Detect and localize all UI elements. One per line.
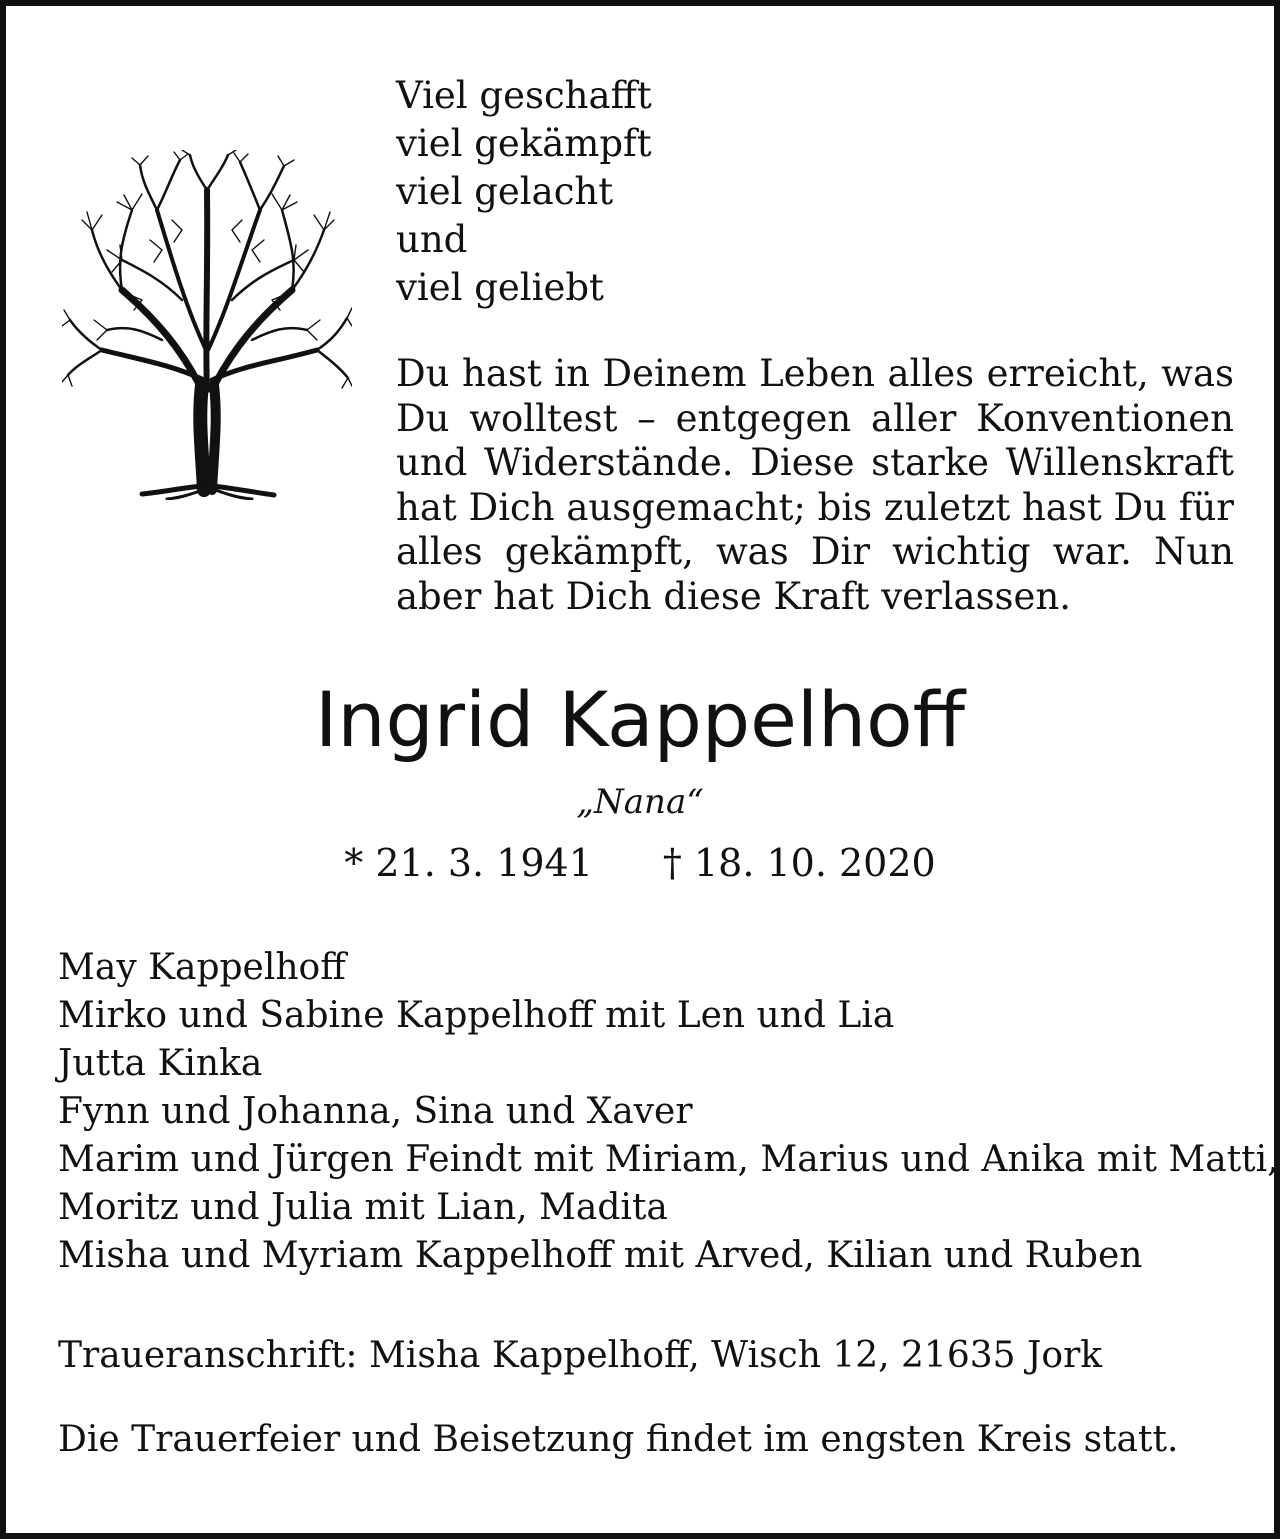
poem-line: Viel geschafft (396, 74, 652, 117)
mourners-list (58, 944, 1279, 1280)
funeral-notice: Die Trauerfeier und Beisetzung findet im engsten Kreis statt. (58, 1419, 1179, 1460)
mourner-line: Moritz und Julia mit Lian, Madita (58, 1187, 668, 1228)
deceased-name: Ingrid Kappelhoff (314, 675, 966, 764)
poem-line: viel gelacht (396, 170, 614, 213)
poem-line: viel gekämpft (396, 122, 652, 165)
poem-line: und (396, 218, 468, 261)
tree-icon (62, 150, 352, 500)
mourning-address: Traueranschrift: Misha Kappelhoff, Wisch 12, 21635 Jork (58, 1335, 1103, 1376)
mourner-line: Mirko und Sabine Kappelhoff mit Len und Lia (58, 995, 895, 1036)
deceased-nickname: „Nana“ (576, 782, 704, 822)
tribute-paragraph: Du hast in Deinem Leben alles erreicht, was Du wolltest – entgegen aller Konventionen und Widerstände. Diese starke Willenskraft hat Dich ausgemacht; bis zuletzt hast Du für alles gekämpft, was Dir wichtig war. Nun aber hat Dich diese Kraft verlassen. (396, 352, 1234, 618)
birth-date: * 21. 3. 1941 (344, 841, 593, 885)
mourner-line: Fynn und Johanna, Sina und Xaver (58, 1091, 693, 1132)
poem (396, 72, 652, 312)
mourner-line: May Kappelhoff (58, 947, 346, 988)
mourner-line: Misha und Myriam Kappelhoff mit Arved, Kilian und Ruben (58, 1235, 1143, 1276)
mourner-line: Jutta Kinka (58, 1043, 263, 1084)
death-date: † 18. 10. 2020 (662, 841, 936, 885)
poem-line: viel geliebt (396, 266, 604, 309)
mourner-line: Marim und Jürgen Feindt mit Miriam, Marius und Anika mit Matti, (58, 1139, 1279, 1180)
life-dates (0, 838, 1280, 888)
